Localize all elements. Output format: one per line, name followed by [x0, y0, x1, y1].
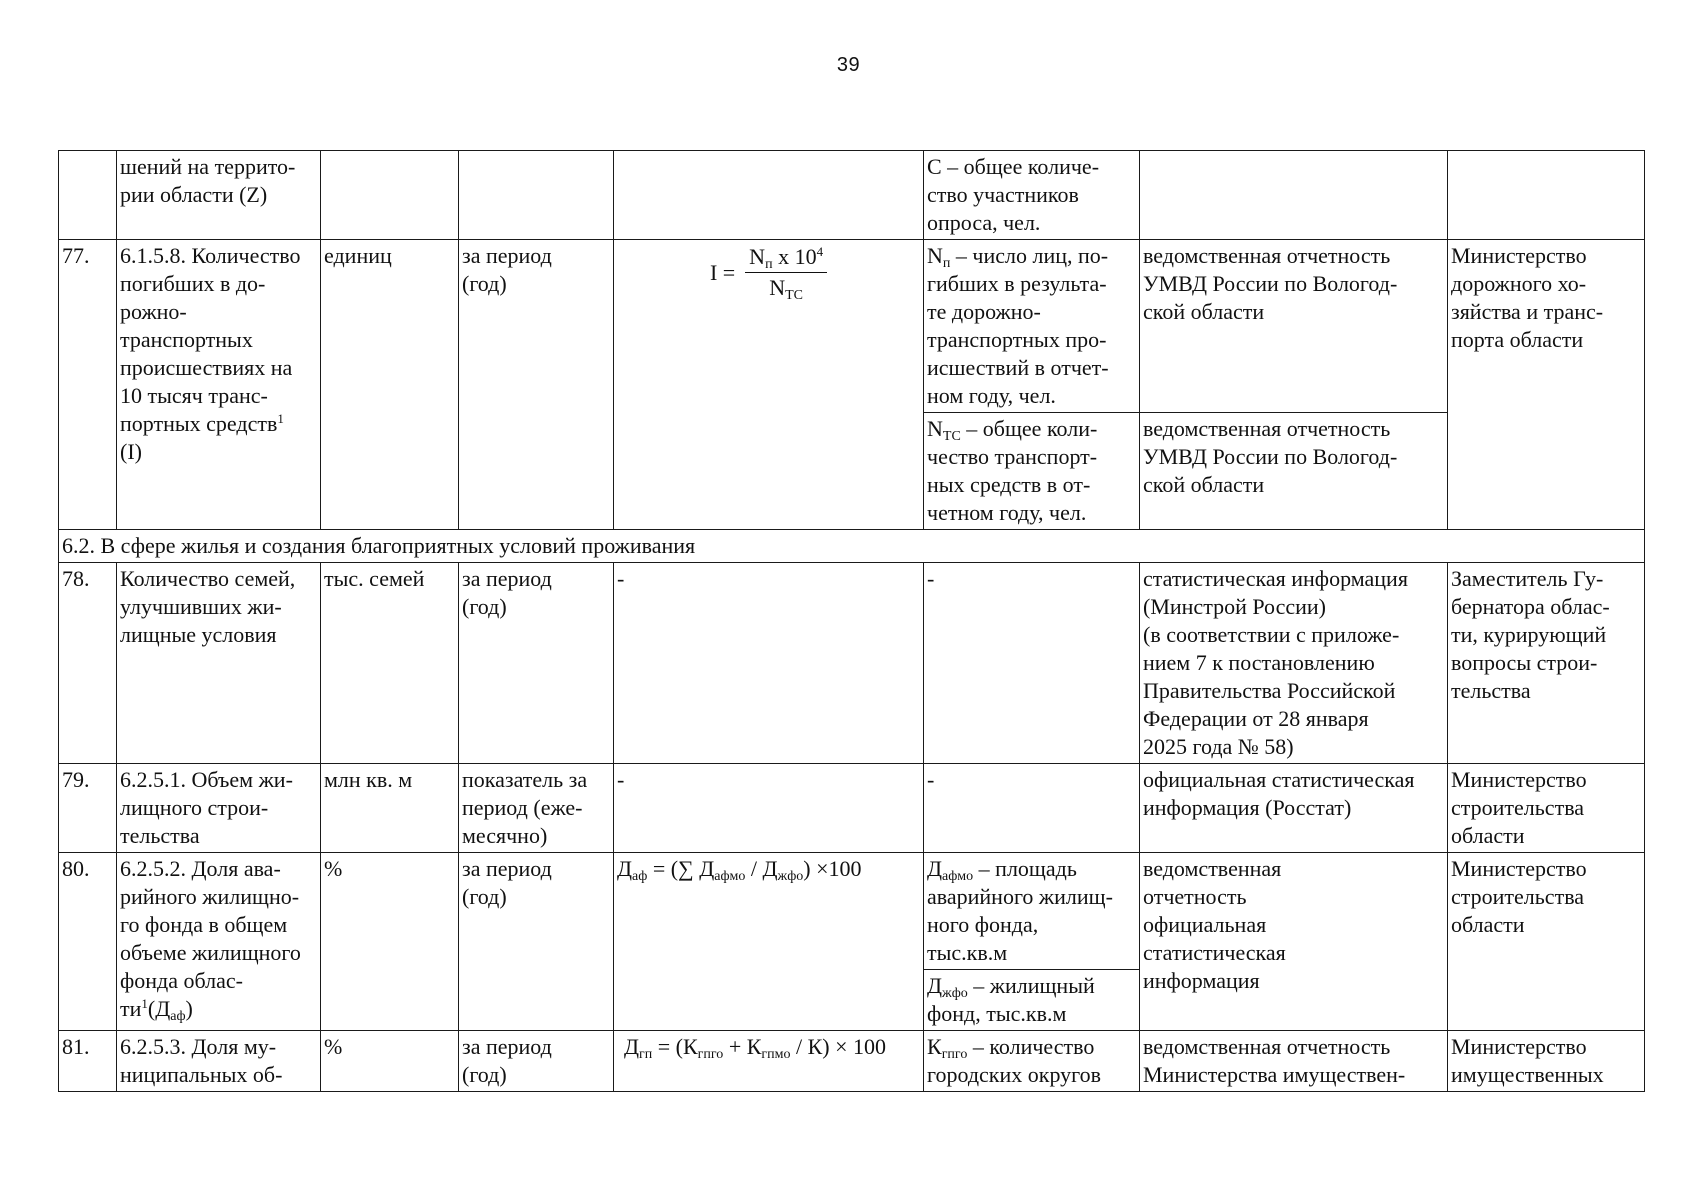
cell-period: показатель за период (еже- месячно)	[459, 764, 614, 853]
footnote-mark: 1	[277, 411, 284, 426]
cell-formula	[614, 151, 924, 240]
cell-unit: %	[321, 853, 459, 1031]
formula	[617, 242, 920, 301]
table-row	[59, 1031, 1645, 1092]
formula-lhs: I =	[709, 259, 736, 285]
cell-responsible: Министерство строительства области	[1448, 764, 1645, 853]
cell-variable: С – общее количе- ство участников опроса, чел.	[924, 151, 1140, 240]
cell-indicator: 6.2.5.1. Объем жи- лищного строи- тельства	[117, 764, 321, 853]
page-number: 39	[836, 54, 861, 76]
cell-unit: единиц	[321, 240, 459, 530]
cell-indicator: шений на террито- рии области (Z)	[117, 151, 321, 240]
cell-num	[59, 151, 117, 240]
cell-unit: млн кв. м	[321, 764, 459, 853]
cell-source: ведомственная отчетность УМВД России по Вологод- ской области	[1140, 240, 1448, 413]
cell-unit: тыс. семей	[321, 563, 459, 764]
formula-denominator: $N_{TC}$	[769, 275, 803, 303]
cell-num: 80.	[59, 853, 117, 1031]
cell-variable: $К_{гпго}$ – количество городских округов	[924, 1031, 1140, 1092]
cell-period: за период (год)	[459, 240, 614, 530]
table-row	[59, 151, 1645, 240]
cell-variable: $N_п$ – число лиц, по- гибших в результа- те дорожно- транспортных про- исшествий в отчет- ном году, чел.	[924, 240, 1140, 413]
cell-responsible: Министерство имущественных	[1448, 1031, 1645, 1092]
cell-indicator: Количество семей, улучшивших жи- лищные условия	[117, 563, 321, 764]
indicator-text: 6.1.5.8. Количество погибших в до- рожно- транспортных происшествиях на 10 тысяч транс- портных средств	[120, 243, 301, 436]
cell-responsible	[1448, 151, 1645, 240]
cell-period: за период (год)	[459, 563, 614, 764]
cell-num: 79.	[59, 764, 117, 853]
cell-source: ведомственная отчетность Министерства имуществен-	[1140, 1031, 1448, 1092]
footnote-mark: 1	[141, 996, 148, 1011]
cell-source: статистическая информация (Минстрой России) (в соответствии с приложе- нием 7 к постановлению Правительства Российской Федерации от 28 января 2025 года № 58)	[1140, 563, 1448, 764]
cell-num: 81.	[59, 1031, 117, 1092]
cell-responsible: Министерство строительства области	[1448, 853, 1645, 1031]
cell-formula: -	[614, 764, 924, 853]
cell-source	[1140, 151, 1448, 240]
table-row	[59, 240, 1645, 413]
cell-num: 78.	[59, 563, 117, 764]
formula-numerator: $N_п$ x $10^4$	[745, 244, 827, 273]
cell-period: за период (год)	[459, 1031, 614, 1092]
cell-formula	[614, 240, 924, 530]
formula-fraction	[745, 244, 827, 301]
cell-responsible: Заместитель Гу- бернатора облас- ти, курирующий вопросы строи- тельства	[1448, 563, 1645, 764]
section-heading: 6.2. В сфере жилья и создания благоприятных условий проживания	[59, 530, 1645, 563]
cell-formula: $Д_{гп} = (К_{гпго} + К_{гпмо} / К) \times 100$	[614, 1031, 924, 1092]
cell-variable: $N_{TC}$ – общее коли- чество транспорт- ных средств в от- четном году, чел.	[924, 413, 1140, 530]
cell-source: официальная статистическая информация (Росстат)	[1140, 764, 1448, 853]
cell-indicator: 6.2.5.3. Доля му- ниципальных об-	[117, 1031, 321, 1092]
cell-variable: $Д_{жфо}$ – жилищный фонд, тыс.кв.м	[924, 970, 1140, 1031]
cell-unit	[321, 151, 459, 240]
cell-num: 77.	[59, 240, 117, 530]
table-row	[59, 764, 1645, 853]
cell-formula: -	[614, 563, 924, 764]
cell-unit: %	[321, 1031, 459, 1092]
cell-period: за период (год)	[459, 853, 614, 1031]
indicators-table	[58, 150, 1645, 1092]
cell-variable: -	[924, 563, 1140, 764]
indicator-symbol: (I)	[120, 439, 142, 464]
cell-indicator	[117, 240, 321, 530]
cell-responsible: Министерство дорожного хо- зяйства и транс- порта области	[1448, 240, 1645, 530]
table-row	[59, 563, 1645, 764]
section-heading-row	[59, 530, 1645, 563]
cell-period	[459, 151, 614, 240]
cell-formula: $Д_{аф}$ = (∑ $Д_{афмо} / Д_{жфо}) \times 100$	[614, 853, 924, 1031]
cell-variable: $Д_{афмо}$ – площадь аварийного жилищ- ного фонда, тыс.кв.м	[924, 853, 1140, 970]
cell-variable: -	[924, 764, 1140, 853]
cell-source: ведомственная отчетность УМВД России по Вологод- ской области	[1140, 413, 1448, 530]
cell-source: ведомственная отчетность официальная статистическая информация	[1140, 853, 1448, 1031]
table-row	[59, 853, 1645, 970]
cell-indicator: 6.2.5.2. Доля ава- рийного жилищно- го фонда в общем объеме жилищного фонда облас- $ти^1(Д_{аф})$	[117, 853, 321, 1031]
